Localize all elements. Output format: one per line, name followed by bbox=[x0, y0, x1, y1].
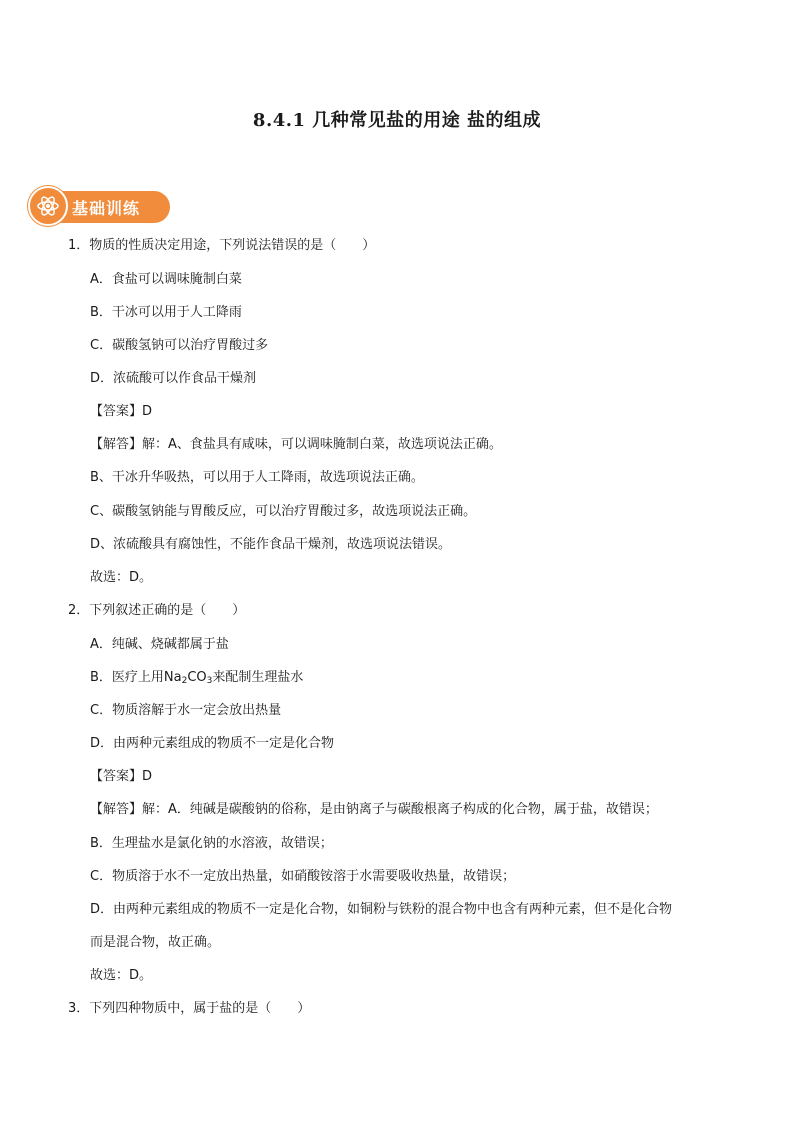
question-2-analysis-line: D．由两种元素组成的物质不一定是化合物，如铜粉与铁粉的混合物中也含有两种元素，但不是化合物 bbox=[90, 902, 673, 917]
question-1-option-b: B．干冰可以用于人工降雨 bbox=[90, 305, 242, 320]
question-1-analysis-line: B、干冰升华吸热，可以用于人工降雨，故选项说法正确。 bbox=[90, 470, 424, 485]
question-2-analysis-line: C．物质溶于水不一定放出热量，如硝酸铵溶于水需要吸收热量，故错误； bbox=[90, 869, 516, 884]
question-1-analysis-line: D、浓硫酸具有腐蚀性，不能作食品干燥剂，故选项说法错误。 bbox=[90, 537, 452, 552]
section-badge bbox=[28, 186, 170, 226]
question-2-analysis-line: B．生理盐水是氯化钠的水溶液，故错误； bbox=[90, 836, 333, 851]
question-2-analysis-line: 故选：D。 bbox=[90, 968, 153, 983]
question-2-analysis-line: 【解答】解：A．纯碱是碳酸钠的俗称，是由钠离子与碳酸根离子构成的化合物，属于盐，故错误； bbox=[90, 802, 658, 817]
question-2-answer: 【答案】D bbox=[90, 769, 153, 784]
question-2-option-a: A．纯碱、烧碱都属于盐 bbox=[90, 637, 229, 652]
atom-icon bbox=[36, 194, 60, 218]
section-badge-circle bbox=[28, 186, 68, 226]
question-2-option-d: D．由两种元素组成的物质不一定是化合物 bbox=[90, 736, 335, 751]
option-b-suffix: 来配制生理盐水 bbox=[212, 670, 304, 685]
option-b-prefix: B．医疗上用Na bbox=[90, 670, 182, 685]
question-2-option-b bbox=[90, 669, 303, 690]
question-2-analysis-line: 而是混合物，故正确。 bbox=[90, 935, 221, 950]
question-3-stem: 3．下列四种物质中，属于盐的是（ ） bbox=[68, 1001, 311, 1016]
subscript: 2 bbox=[181, 676, 188, 686]
option-b-mid: CO bbox=[187, 670, 207, 685]
question-1-analysis-line: 【解答】解：A、食盐具有咸味，可以调味腌制白菜，故选项说法正确。 bbox=[90, 437, 502, 452]
question-1-option-c: C．碳酸氢钠可以治疗胃酸过多 bbox=[90, 338, 269, 353]
question-1-option-a: A．食盐可以调味腌制白菜 bbox=[90, 272, 242, 287]
question-1-stem: 1．物质的性质决定用途，下列说法错误的是（ ） bbox=[68, 238, 376, 253]
question-1-option-d: D．浓硫酸可以作食品干燥剂 bbox=[90, 371, 257, 386]
question-1-analysis-line: C、碳酸氢钠能与胃酸反应，可以治疗胃酸过多，故选项说法正确。 bbox=[90, 504, 477, 519]
page-title: 8.4.1 几种常见盐的用途 盐的组成 bbox=[252, 110, 542, 131]
subscript: 3 bbox=[206, 676, 213, 686]
section-label: 基础训练 bbox=[72, 199, 141, 218]
question-2-option-c: C．物质溶解于水一定会放出热量 bbox=[90, 703, 282, 718]
question-2-stem: 2．下列叙述正确的是（ ） bbox=[68, 603, 246, 618]
question-1-answer: 【答案】D bbox=[90, 404, 153, 419]
question-1-analysis-line: 故选：D。 bbox=[90, 570, 153, 585]
